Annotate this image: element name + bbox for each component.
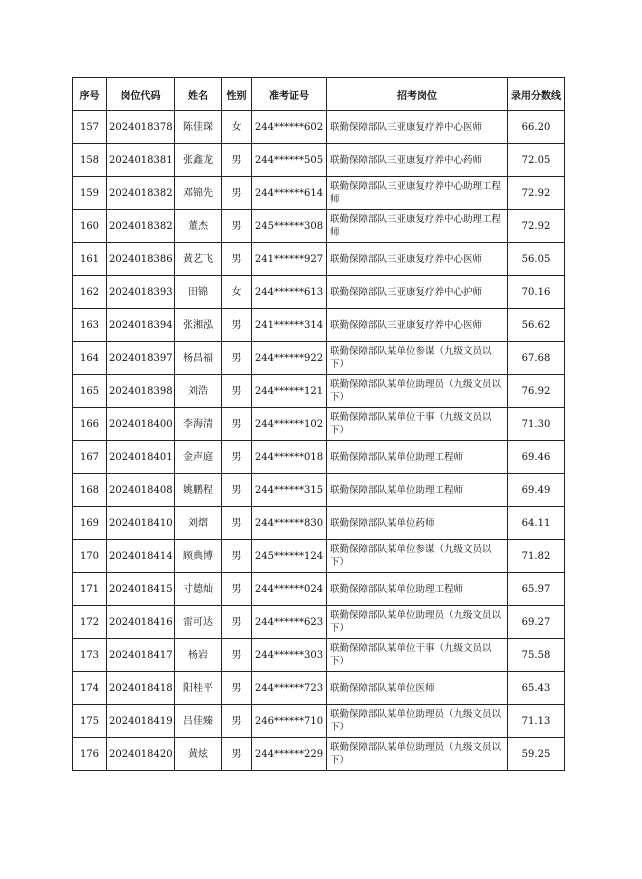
cell-gender: 男 bbox=[222, 210, 252, 243]
cell-exam-id: 245******308 bbox=[252, 210, 327, 243]
cell-seq: 163 bbox=[73, 309, 107, 342]
cell-post-code: 2024018420 bbox=[107, 738, 175, 771]
cell-exam-id: 244******602 bbox=[252, 111, 327, 144]
cell-post: 联勤保障部队某单位干事（九级文员以下） bbox=[327, 408, 508, 441]
cell-seq: 176 bbox=[73, 738, 107, 771]
cell-post: 联勤保障部队某单位助理员（九级文员以下） bbox=[327, 375, 508, 408]
table-row bbox=[73, 276, 565, 309]
table-row bbox=[73, 639, 565, 672]
cell-exam-id: 241******927 bbox=[252, 243, 327, 276]
cell-score: 72.05 bbox=[508, 144, 565, 177]
table-row bbox=[73, 507, 565, 540]
cell-gender: 女 bbox=[222, 111, 252, 144]
cell-exam-id: 244******102 bbox=[252, 408, 327, 441]
cell-gender: 男 bbox=[222, 342, 252, 375]
table-row bbox=[73, 243, 565, 276]
cell-exam-id: 244******623 bbox=[252, 606, 327, 639]
cell-post: 联勤保障部队某单位助理员（九级文员以下） bbox=[327, 606, 508, 639]
cell-name: 姚鹏程 bbox=[175, 474, 222, 507]
cell-name: 黄炫 bbox=[175, 738, 222, 771]
cell-gender: 男 bbox=[222, 309, 252, 342]
cell-score: 72.92 bbox=[508, 177, 565, 210]
table-row bbox=[73, 111, 565, 144]
cell-seq: 166 bbox=[73, 408, 107, 441]
cell-post: 联勤保障部队三亚康复疗养中心药师 bbox=[327, 144, 508, 177]
cell-exam-id: 244******922 bbox=[252, 342, 327, 375]
cell-gender: 女 bbox=[222, 276, 252, 309]
cell-post-code: 2024018401 bbox=[107, 441, 175, 474]
cell-gender: 男 bbox=[222, 441, 252, 474]
cell-name: 刘熠 bbox=[175, 507, 222, 540]
cell-score: 69.49 bbox=[508, 474, 565, 507]
cell-name: 田锦 bbox=[175, 276, 222, 309]
cell-exam-id: 244******723 bbox=[252, 672, 327, 705]
cell-score: 65.43 bbox=[508, 672, 565, 705]
cell-exam-id: 244******613 bbox=[252, 276, 327, 309]
cell-post: 联勤保障部队某单位参谋（九级文员以下） bbox=[327, 342, 508, 375]
header-exam-id: 准考证号 bbox=[252, 78, 327, 111]
cell-score: 66.20 bbox=[508, 111, 565, 144]
cell-exam-id: 244******229 bbox=[252, 738, 327, 771]
table-row bbox=[73, 738, 565, 771]
cell-name: 张鑫龙 bbox=[175, 144, 222, 177]
cell-name: 吕佳臻 bbox=[175, 705, 222, 738]
cell-gender: 男 bbox=[222, 243, 252, 276]
cell-exam-id: 244******018 bbox=[252, 441, 327, 474]
cell-gender: 男 bbox=[222, 540, 252, 573]
cell-post-code: 2024018419 bbox=[107, 705, 175, 738]
cell-post-code: 2024018398 bbox=[107, 375, 175, 408]
cell-score: 71.13 bbox=[508, 705, 565, 738]
cell-seq: 164 bbox=[73, 342, 107, 375]
cell-score: 69.27 bbox=[508, 606, 565, 639]
header-post-code: 岗位代码 bbox=[107, 78, 175, 111]
cell-score: 76.92 bbox=[508, 375, 565, 408]
header-row bbox=[73, 78, 565, 111]
header-seq: 序号 bbox=[73, 78, 107, 111]
cell-seq: 174 bbox=[73, 672, 107, 705]
cell-post: 联勤保障部队三亚康复疗养中心护师 bbox=[327, 276, 508, 309]
cell-post: 联勤保障部队某单位助理工程师 bbox=[327, 441, 508, 474]
header-post: 招考岗位 bbox=[327, 78, 508, 111]
cell-post: 联勤保障部队三亚康复疗养中心医师 bbox=[327, 111, 508, 144]
cell-exam-id: 244******505 bbox=[252, 144, 327, 177]
cell-post: 联勤保障部队某单位助理员（九级文员以下） bbox=[327, 738, 508, 771]
cell-seq: 168 bbox=[73, 474, 107, 507]
table-body bbox=[73, 111, 565, 771]
cell-score: 56.62 bbox=[508, 309, 565, 342]
cell-post: 联勤保障部队三亚康复疗养中心助理工程师 bbox=[327, 210, 508, 243]
cell-post: 联勤保障部队某单位干事（九级文员以下） bbox=[327, 639, 508, 672]
table-row bbox=[73, 177, 565, 210]
cell-post-code: 2024018381 bbox=[107, 144, 175, 177]
cell-seq: 173 bbox=[73, 639, 107, 672]
table-row bbox=[73, 441, 565, 474]
cell-seq: 162 bbox=[73, 276, 107, 309]
cell-score: 59.25 bbox=[508, 738, 565, 771]
cell-gender: 男 bbox=[222, 144, 252, 177]
table-row bbox=[73, 606, 565, 639]
cell-score: 65.97 bbox=[508, 573, 565, 606]
cell-gender: 男 bbox=[222, 408, 252, 441]
cell-name: 阳桂平 bbox=[175, 672, 222, 705]
table-row bbox=[73, 408, 565, 441]
cell-gender: 男 bbox=[222, 375, 252, 408]
cell-score: 71.82 bbox=[508, 540, 565, 573]
cell-post-code: 2024018410 bbox=[107, 507, 175, 540]
cell-post: 联勤保障部队某单位助理员（九级文员以下） bbox=[327, 705, 508, 738]
cell-name: 寸德灿 bbox=[175, 573, 222, 606]
cell-post-code: 2024018416 bbox=[107, 606, 175, 639]
header-gender: 性别 bbox=[222, 78, 252, 111]
cell-post: 联勤保障部队三亚康复疗养中心医师 bbox=[327, 309, 508, 342]
cell-score: 56.05 bbox=[508, 243, 565, 276]
cell-gender: 男 bbox=[222, 738, 252, 771]
cell-seq: 167 bbox=[73, 441, 107, 474]
cell-seq: 165 bbox=[73, 375, 107, 408]
cell-name: 顾典博 bbox=[175, 540, 222, 573]
cell-post-code: 2024018418 bbox=[107, 672, 175, 705]
cell-post: 联勤保障部队三亚康复疗养中心助理工程师 bbox=[327, 177, 508, 210]
cell-exam-id: 244******303 bbox=[252, 639, 327, 672]
cell-name: 李海清 bbox=[175, 408, 222, 441]
cell-seq: 171 bbox=[73, 573, 107, 606]
header-name: 姓名 bbox=[175, 78, 222, 111]
cell-score: 69.46 bbox=[508, 441, 565, 474]
cell-gender: 男 bbox=[222, 177, 252, 210]
table-row bbox=[73, 705, 565, 738]
cell-post-code: 2024018378 bbox=[107, 111, 175, 144]
cell-post-code: 2024018382 bbox=[107, 210, 175, 243]
table-row bbox=[73, 144, 565, 177]
cell-name: 陈佳琛 bbox=[175, 111, 222, 144]
table-row bbox=[73, 540, 565, 573]
cell-seq: 170 bbox=[73, 540, 107, 573]
cell-post: 联勤保障部队三亚康复疗养中心医师 bbox=[327, 243, 508, 276]
cell-post: 联勤保障部队某单位药师 bbox=[327, 507, 508, 540]
cell-gender: 男 bbox=[222, 507, 252, 540]
table-row bbox=[73, 672, 565, 705]
cell-post-code: 2024018414 bbox=[107, 540, 175, 573]
table-row bbox=[73, 375, 565, 408]
cell-post-code: 2024018386 bbox=[107, 243, 175, 276]
cell-score: 71.30 bbox=[508, 408, 565, 441]
cell-seq: 158 bbox=[73, 144, 107, 177]
cell-name: 董杰 bbox=[175, 210, 222, 243]
cell-score: 67.68 bbox=[508, 342, 565, 375]
cell-name: 杨昌福 bbox=[175, 342, 222, 375]
cell-exam-id: 244******024 bbox=[252, 573, 327, 606]
cell-post-code: 2024018394 bbox=[107, 309, 175, 342]
cell-gender: 男 bbox=[222, 606, 252, 639]
cell-name: 雷可达 bbox=[175, 606, 222, 639]
cell-score: 64.11 bbox=[508, 507, 565, 540]
cell-seq: 159 bbox=[73, 177, 107, 210]
cell-post-code: 2024018397 bbox=[107, 342, 175, 375]
cell-name: 黄艺飞 bbox=[175, 243, 222, 276]
cell-post-code: 2024018417 bbox=[107, 639, 175, 672]
cell-post-code: 2024018415 bbox=[107, 573, 175, 606]
results-table bbox=[72, 77, 565, 771]
cell-seq: 169 bbox=[73, 507, 107, 540]
cell-name: 金声庭 bbox=[175, 441, 222, 474]
cell-name: 刘浩 bbox=[175, 375, 222, 408]
cell-name: 张湘泓 bbox=[175, 309, 222, 342]
cell-gender: 男 bbox=[222, 639, 252, 672]
cell-gender: 男 bbox=[222, 705, 252, 738]
cell-gender: 男 bbox=[222, 672, 252, 705]
cell-post: 联勤保障部队某单位医师 bbox=[327, 672, 508, 705]
cell-post-code: 2024018393 bbox=[107, 276, 175, 309]
cell-seq: 175 bbox=[73, 705, 107, 738]
cell-score: 75.58 bbox=[508, 639, 565, 672]
cell-gender: 男 bbox=[222, 573, 252, 606]
cell-post: 联勤保障部队某单位助理工程师 bbox=[327, 573, 508, 606]
cell-post: 联勤保障部队某单位助理工程师 bbox=[327, 474, 508, 507]
cell-post: 联勤保障部队某单位参谋（九级文员以下） bbox=[327, 540, 508, 573]
table-row bbox=[73, 342, 565, 375]
cell-exam-id: 244******315 bbox=[252, 474, 327, 507]
table-row bbox=[73, 573, 565, 606]
cell-name: 邓锦先 bbox=[175, 177, 222, 210]
cell-score: 72.92 bbox=[508, 210, 565, 243]
cell-exam-id: 245******124 bbox=[252, 540, 327, 573]
header-score: 录用分数线 bbox=[508, 78, 565, 111]
table-row bbox=[73, 309, 565, 342]
table-row bbox=[73, 210, 565, 243]
cell-exam-id: 246******710 bbox=[252, 705, 327, 738]
cell-post-code: 2024018408 bbox=[107, 474, 175, 507]
cell-score: 70.16 bbox=[508, 276, 565, 309]
cell-name: 杨岩 bbox=[175, 639, 222, 672]
cell-seq: 160 bbox=[73, 210, 107, 243]
cell-post-code: 2024018400 bbox=[107, 408, 175, 441]
cell-exam-id: 244******121 bbox=[252, 375, 327, 408]
cell-exam-id: 244******830 bbox=[252, 507, 327, 540]
cell-exam-id: 241******314 bbox=[252, 309, 327, 342]
cell-seq: 161 bbox=[73, 243, 107, 276]
cell-exam-id: 244******614 bbox=[252, 177, 327, 210]
cell-seq: 157 bbox=[73, 111, 107, 144]
cell-seq: 172 bbox=[73, 606, 107, 639]
cell-gender: 男 bbox=[222, 474, 252, 507]
cell-post-code: 2024018382 bbox=[107, 177, 175, 210]
table-row bbox=[73, 474, 565, 507]
